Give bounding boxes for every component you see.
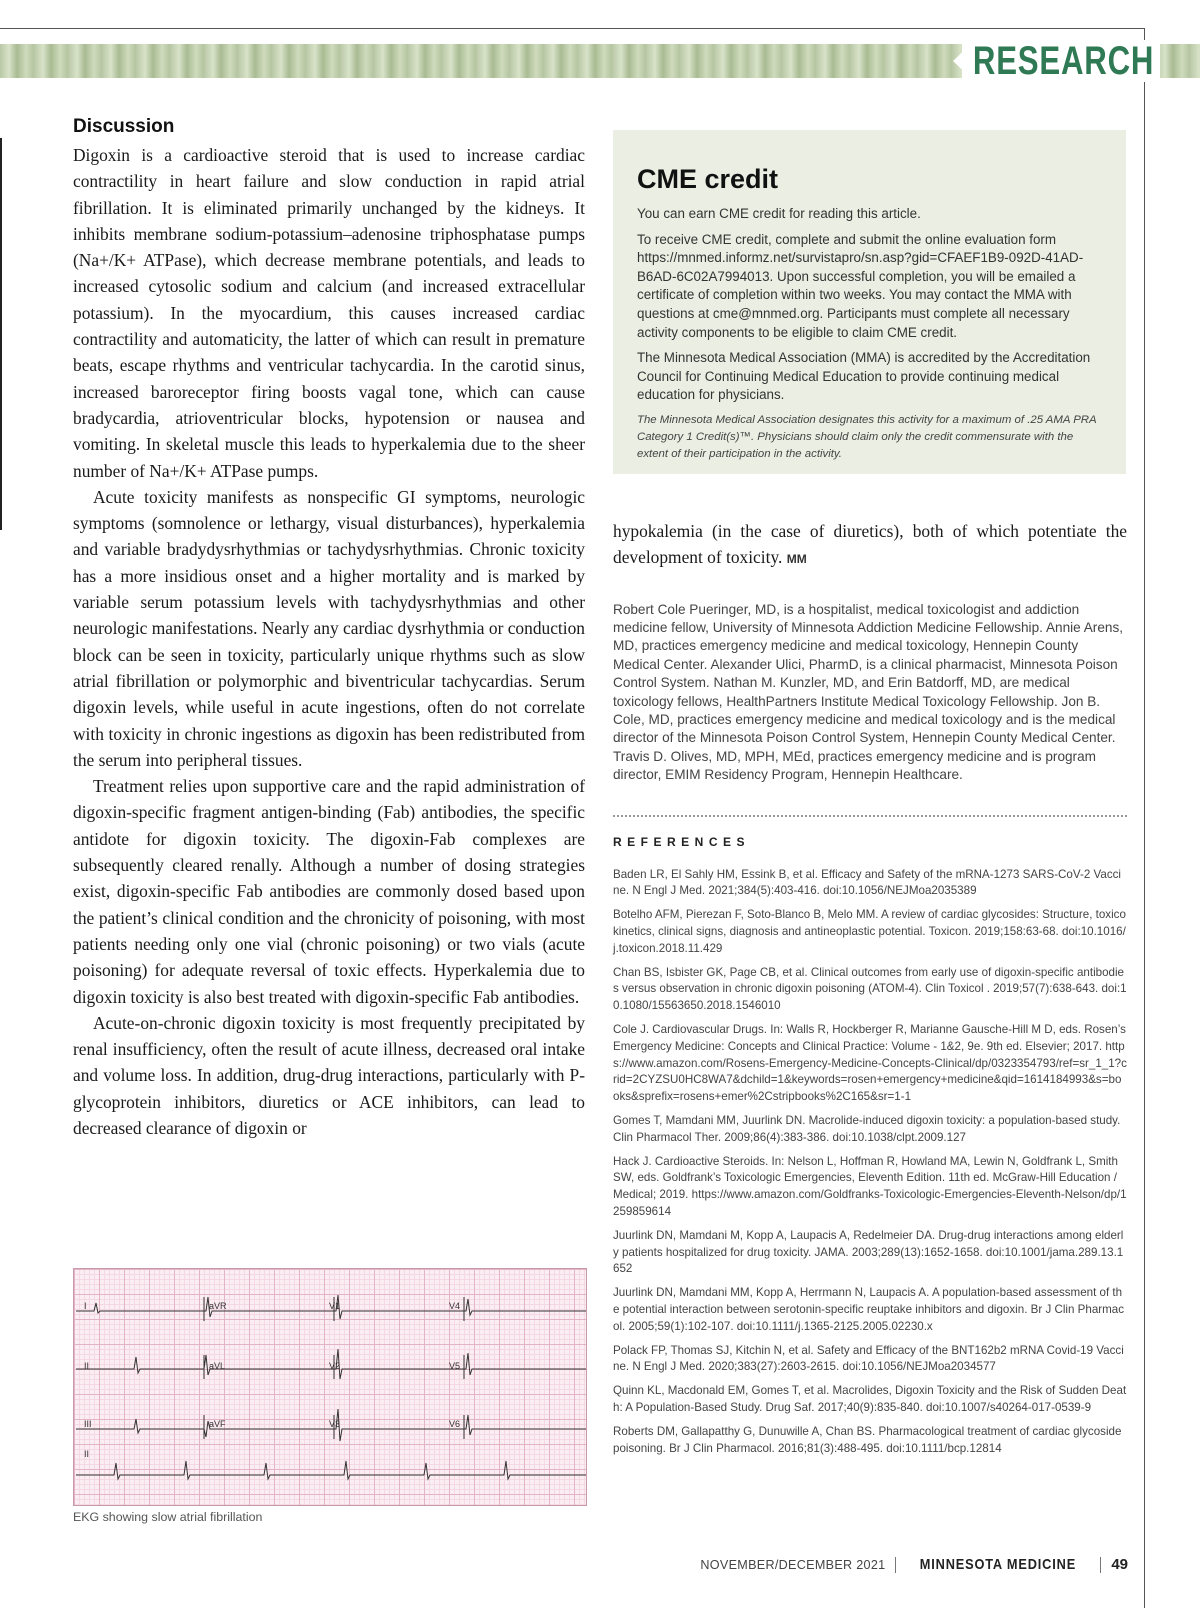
lead-label: aVL bbox=[209, 1361, 226, 1371]
discussion-heading: Discussion bbox=[73, 116, 175, 137]
dotted-divider bbox=[613, 815, 1127, 817]
figure-caption: EKG showing slow atrial fibrillation bbox=[73, 1510, 263, 1524]
lead-label: V2 bbox=[329, 1361, 341, 1371]
reference-item: Botelho AFM, Pierezan F, Soto-Blanco B, Melo MM. A review of cardiac glycosides: Structure, toxicokinetics, clinical signs, diagnosis and antineoplastic potential. Toxicon. 2019;158:63-68. doi:10.1016/j.toxicon.2018.11.429 bbox=[613, 908, 1126, 955]
lead-label: III bbox=[84, 1419, 92, 1429]
reference-item: Hack J. Cardioactive Steroids. In: Nelson L, Hoffman R, Howland MA, Lewin N, Goldfrank L, Smith SW, eds. Goldfrank’s Toxicologic Emergencies, Eleventh Edition. 11th ed. McGraw-Hill Education / Medical; 2019. https://www.amazon.com/Goldfranks-Toxicologic-Emergencies-Eleventh-Nelson/dp/1259859614 bbox=[613, 1154, 1127, 1218]
lead-label: II bbox=[84, 1361, 90, 1371]
continuation-text: hypokalemia (in the case of diuretics), both of which potentiate the development of toxicity. bbox=[613, 521, 1127, 568]
left-margin-rule bbox=[0, 138, 2, 530]
cme-accreditation: The Minnesota Medical Association (MMA) is accredited by the Accreditation Council for Continuing Medical Education to provide continuing medical education for physicians. bbox=[637, 350, 1091, 403]
reference-item: Cole J. Cardiovascular Drugs. In: Walls R, Hockberger R, Marianne Gausche-Hill M D, eds. Rosen’s Emergency Medicine: Concepts and Clinical Practice: Volume - 1&2, 9e. 9th ed. Elsevier; 2017. https://www.amazon.com/Rosens-Emergency-Medicine-Concepts-Clinical/dp/0323354793/ref=sr_1_1?crid=2CYZSU0HC8WA7&dchild=1&keywords=rosen+emergency+medicine&qid=1614184993&s=books&sprefix=rosens+emer%2Cstripbooks%2C165&sr=1-1 bbox=[613, 1023, 1127, 1104]
lead-label: V4 bbox=[449, 1301, 461, 1311]
top-rule bbox=[0, 28, 1144, 29]
reference-item: Chan BS, Isbister GK, Page CB, et al. Clinical outcomes from early use of digoxin-specific antibodies versus observation in chronic digoxin poisoning (ATOM-4). Clin Toxicol . 2019;57(7):638-643. doi:10.1080/15563650.2018.1546010 bbox=[613, 965, 1127, 1013]
lead-label: aVF bbox=[209, 1419, 226, 1429]
footer-divider bbox=[1100, 1557, 1101, 1573]
page-footer bbox=[700, 1556, 1128, 1573]
cme-title: CME credit bbox=[637, 164, 779, 194]
discussion-paragraph: Acute toxicity manifests as nonspecific GI symptoms, neurologic symptoms (somnolence or lethargy, visual disturbances), hyperkalemia and variable bradydysrhythmias or tachydysrhythmias. Chronic toxicity has a more insidious onset and a higher mortality and is marked by variable serum potassium levels with tachydysrhythmias and other neurologic manifestations. Nearly any cardiac dysrhythmia or conduction block can be seen in toxicity, particularly unique rhythms such as slow atrial fibrillation or polymorphic and biventricular tachycardias. Serum digoxin levels, while useful in acute ingestions, often do not correlate with toxicity in chronic ingestions as digoxin has been redistributed from the serum into peripheral tissues. bbox=[73, 486, 585, 770]
issue-date: NOVEMBER/DECEMBER 2021 bbox=[700, 1557, 886, 1572]
cme-designation: The Minnesota Medical Association designates this activity for a maximum of .25 AMA PRA Category 1 Credit(s)™. Physicians should claim only the credit commensurate with the extent of their participation in the activity. bbox=[637, 413, 1097, 460]
reference-item: Juurlink DN, Mamdani MM, Kopp A, Herrmann N, Laupacis A. A population-based assessment of the potential interaction between serotonin-specific reuptake inhibitors and digoxin. Br J Clin Pharmacol. 2005;59(1):102-107. doi:10.1111/j.1365-2125.2005.02230.x bbox=[613, 1286, 1125, 1333]
cme-credit-box bbox=[613, 130, 1126, 474]
ekg-figure bbox=[73, 1268, 587, 1506]
discussion-paragraph: Acute-on-chronic digoxin toxicity is most frequently precipitated by renal insufficiency, often the result of acute illness, decreased oral intake and volume loss. In addition, drug-drug interactions, particularly with P-glycoprotein inhibitors, diuretics or ACE inhibitors, can lead to decreased clearance of digoxin or bbox=[73, 1012, 585, 1138]
right-column bbox=[613, 518, 1127, 1464]
ekg-trace-rhythm bbox=[76, 1461, 586, 1479]
lead-label: I bbox=[84, 1301, 87, 1311]
lead-label: V6 bbox=[449, 1419, 461, 1429]
magazine-name: MINNESOTA MEDICINE bbox=[920, 1556, 1077, 1573]
footer-divider bbox=[895, 1557, 896, 1573]
references-heading: REFERENCES bbox=[613, 834, 751, 849]
right-rule bbox=[1144, 28, 1145, 1608]
lead-label: II bbox=[84, 1449, 90, 1459]
reference-item: Quinn KL, Macdonald EM, Gomes T, et al. Macrolides, Digoxin Toxicity and the Risk of Sudden Death: A Population-Based Study. Drug Saf. 2017;40(9):835-840. doi:10.1007/s40264-017-0539-9 bbox=[613, 1384, 1127, 1414]
reference-item: Juurlink DN, Mamdani M, Kopp A, Laupacis A, Redelmeier DA. Drug-drug interactions among elderly patients hospitalized for drug toxicity. JAMA. 2003;289(13):1652-1658. doi:10.1001/jama.289.13.1652 bbox=[613, 1228, 1124, 1276]
section-label: RESEARCH bbox=[962, 40, 1160, 82]
reference-item: Polack FP, Thomas SJ, Kitchin N, et al. Safety and Efficacy of the BNT162b2 mRNA Covid-19 Vaccine. N Engl J Med. 2020;383(27):2603-2615. doi:10.1056/NEJMoa2034577 bbox=[613, 1343, 1124, 1374]
references-list bbox=[613, 867, 1127, 1458]
discussion-continuation bbox=[613, 518, 1127, 573]
end-mark: MM bbox=[786, 552, 807, 567]
reference-item: Baden LR, El Sahly HM, Essink B, et al. Efficacy and Safety of the mRNA-1273 SARS-CoV-2 Vaccine. N Engl J Med. 2021;384(5):403-416. doi:10.1056/NEJMoa2035389 bbox=[613, 867, 1121, 898]
author-bios: Robert Cole Pueringer, MD, is a hospitalist, medical toxicologist and addiction medicine fellow, University of Minnesota Addiction Medicine Fellowship. Annie Arens, MD, practices emergency medicine and medical toxicology, Hennepin County Medical Center. Alexander Ulici, PharmD, is a clinical pharmacist, Minnesota Poison Control System. Nathan M. Kunzler, MD, and Erin Batdorff, MD, are medical toxicology fellows, HealthPartners Institute Medical Toxicology Fellowship. Jon B. Cole, MD, practices emergency medicine and medical toxicology and is the medical director of the Minnesota Poison Control System, Hennepin County Medical Center. Travis D. Olives, MD, MPH, MEd, practices emergency medicine and is program director, EMIM Residency Program, Hennepin Healthcare. bbox=[613, 601, 1124, 783]
reference-item: Gomes T, Mamdani MM, Juurlink DN. Macrolide-induced digoxin toxicity: a population-based study. Clin Pharmacol Ther. 2009;86(4):383-386. doi:10.1038/clpt.2009.127 bbox=[613, 1114, 1121, 1144]
discussion-paragraph: Treatment relies upon supportive care and the rapid administration of digoxin-specific fragment antigen-binding (Fab) antibodies, the specific antidote for digoxin toxicity. The digoxin-Fab complexes are subsequently cleared renally. Although a number of dosing strategies exist, digoxin-specific Fab antibodies are commonly dosed based upon the patient’s clinical condition and the chronicity of poisoning, with most patients needing only one vial (chronic poisoning) or two vials (acute poisoning) for adequate reversal of toxic effects. Hyperkalemia due to digoxin toxicity is also best treated with digoxin-specific Fab antibodies. bbox=[73, 776, 585, 1007]
lead-label: V5 bbox=[449, 1361, 461, 1371]
reference-item: Roberts DM, Gallapatthy G, Dunuwille A, Chan BS. Pharmacological treatment of cardiac glycoside poisoning. Br J Clin Pharmacol. 2016;81(3):488-495. doi:10.1111/bcp.12814 bbox=[613, 1424, 1122, 1455]
cme-instructions: To receive CME credit, complete and submit the online evaluation form https://mnmed.informz.net/survistapro/sn.asp?gid=CFAEF1B9-092D-41AD-B6AD-6C02A7994013. Upon successful completion, you will be emailed a certificate of completion within two weeks. You may contact the MMA with questions at cme@mnmed.org. Participants must complete all necessary activity components to be eligible to claim CME credit. bbox=[637, 231, 1084, 340]
discussion-column bbox=[73, 116, 585, 1141]
discussion-paragraph: Digoxin is a cardioactive steroid that is used to increase cardiac contractility in heart failure and slow conduction in rapid atrial fibrillation. It is eliminated primarily unchanged by the kidneys. It inhibits membrane sodium-potassium–adenosine triphosphatase pumps (Na+/K+ ATPase), which decrease membrane potentials, and leads to increased cytosolic sodium and calcium (and increased extracellular potassium). In the myocardium, this causes increased cardiac contractility and automaticity, the latter of which can result in premature beats, escape rhythms and ventricular tachycardia. In the carotid sinus, increased baroreceptor firing boosts vagal tone, which can cause bradycardia, atrioventricular blocks, hypotension or nausea and vomiting. In skeletal muscle this leads to hyperkalemia due to the sheer number of Na+/K+ ATPase pumps. bbox=[73, 145, 585, 481]
page-number: 49 bbox=[1111, 1556, 1128, 1573]
lead-label: aVR bbox=[209, 1301, 227, 1311]
lead-label: V1 bbox=[329, 1301, 341, 1311]
cme-intro: You can earn CME credit for reading this article. bbox=[637, 206, 921, 221]
lead-label: V3 bbox=[329, 1419, 341, 1429]
